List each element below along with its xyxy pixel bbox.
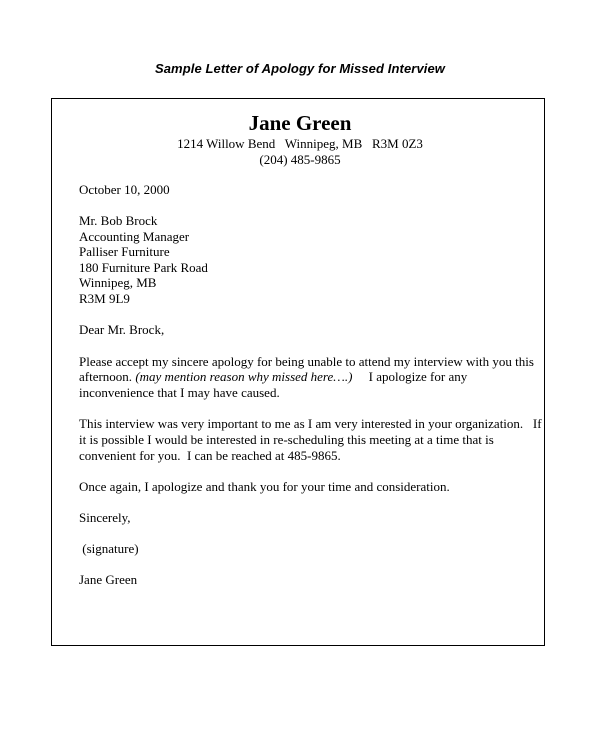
paragraph-2-line-1: This interview was very important to me as I am very interested in your organization. If [79,416,542,431]
closing: Sincerely, [79,510,131,525]
sender-phone: (204) 485-9865 [259,152,341,167]
paragraph-1-line-2-end: I apologize for any [352,369,468,384]
recipient-title: Accounting Manager [79,229,190,244]
signoff-name: Jane Green [79,572,138,587]
signature-placeholder: (signature) [79,541,139,556]
paragraph-2-line-3: convenient for you. I can be reached at 485-9865. [79,448,341,463]
document-heading: Sample Letter of Apology for Missed Interview [154,61,446,76]
recipient-company: Palliser Furniture [79,244,170,259]
recipient-street: 180 Furniture Park Road [79,260,208,275]
recipient-postal: R3M 9L9 [79,291,130,306]
salutation: Dear Mr. Brock, [79,322,165,337]
paragraph-1-line-1: Please accept my sincere apology for being unable to attend my interview with you this [79,354,534,369]
recipient-city: Winnipeg, MB [79,275,157,290]
reason-note: (may mention reason why missed here….) [132,369,353,384]
sender-address: 1214 Willow Bend Winnipeg, MB R3M 0Z3 [177,136,423,151]
recipient-name: Mr. Bob Brock [79,213,158,228]
letter-date: October 10, 2000 [79,182,170,197]
sender-name: Jane Green [248,111,352,135]
paragraph-1-line-3: inconvenience that I may have caused. [79,385,280,400]
paragraph-3-line-1: Once again, I apologize and thank you for your time and consideration. [79,479,450,494]
paragraph-1-line-2 [79,369,467,385]
paragraph-2-line-2: it is possible I would be interested in re-scheduling this meeting at a time that is [79,432,494,447]
paragraph-1-line-2-start: afternoon. [79,369,133,384]
